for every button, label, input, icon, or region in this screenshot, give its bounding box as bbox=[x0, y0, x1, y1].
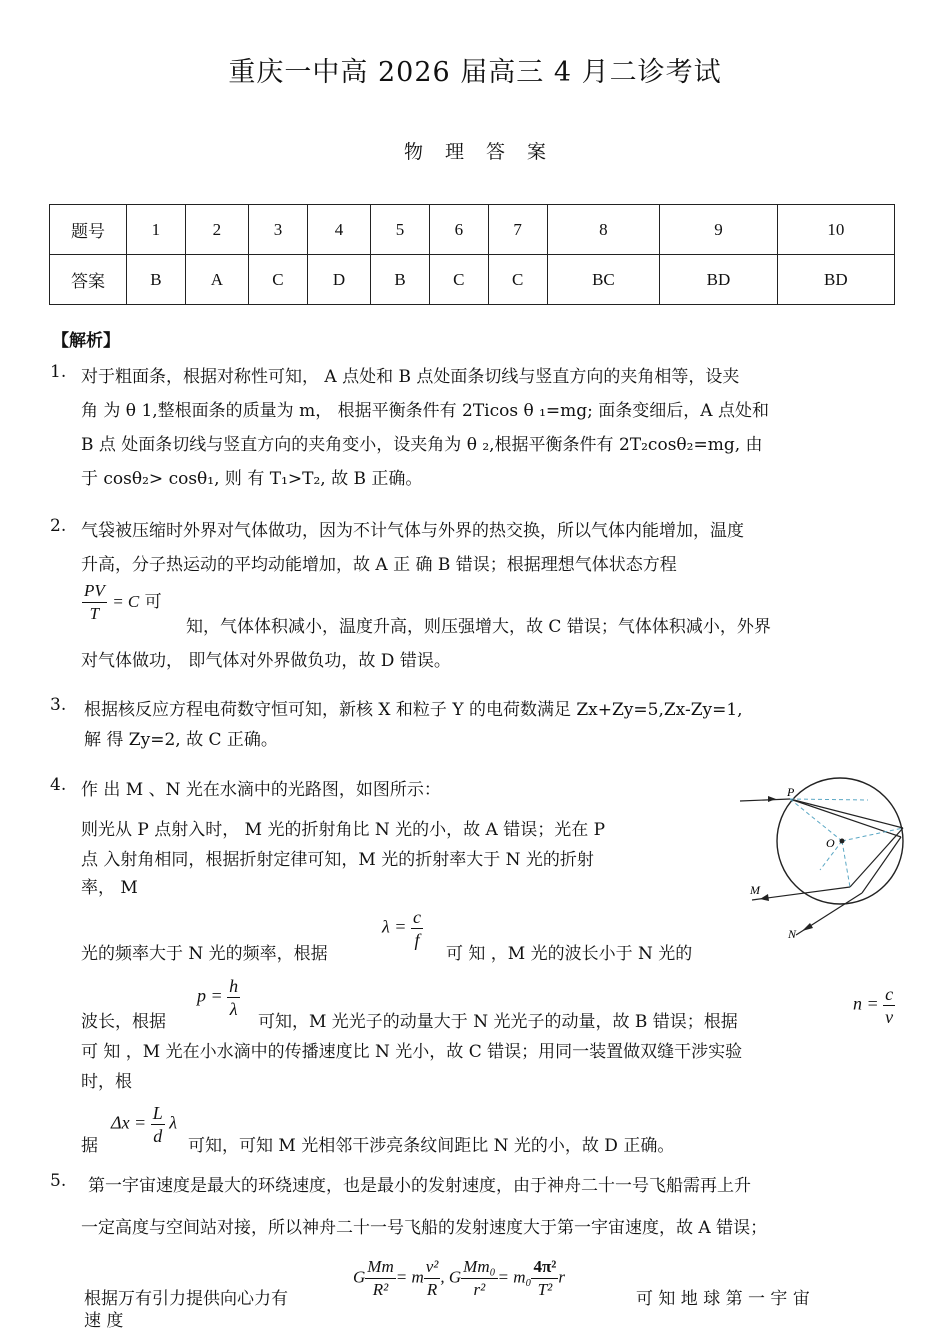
q4-line-5b: 可 知 ，M 光的波长小于 N 光的 bbox=[446, 944, 693, 964]
fraction-denominator: λ bbox=[229, 999, 238, 1019]
table-cell: BD bbox=[660, 255, 777, 305]
table-cell: 1 bbox=[127, 205, 186, 255]
equation-suffix: 可 bbox=[144, 592, 162, 612]
center-point bbox=[840, 839, 845, 844]
table-cell: 6 bbox=[429, 205, 488, 255]
table-cell: 2 bbox=[185, 205, 248, 255]
table-cell: 10 bbox=[777, 205, 894, 255]
q5-number: 5. bbox=[50, 1171, 67, 1191]
fraction-denominator: d bbox=[153, 1126, 163, 1146]
q4-interference-equation bbox=[111, 1102, 177, 1147]
equation-fraction bbox=[82, 580, 107, 625]
normal-line bbox=[790, 799, 868, 800]
arrow-icon bbox=[768, 796, 776, 802]
reflected-ray-m bbox=[850, 828, 903, 887]
equation-lhs: λ = bbox=[382, 916, 407, 937]
q5-line-3b: 可 知 地 球 第 一 宇 宙 bbox=[636, 1289, 810, 1309]
table-cell: BC bbox=[547, 255, 660, 305]
q2-number: 2. bbox=[50, 516, 67, 536]
q5-line-3a: 根据万有引力提供向心力有 bbox=[84, 1289, 288, 1309]
q4-momentum-equation bbox=[197, 975, 240, 1020]
q4-wavelength-equation bbox=[382, 906, 423, 951]
equation-lhs: p = bbox=[197, 985, 223, 1006]
table-cell: D bbox=[307, 255, 370, 305]
fraction-numerator: c bbox=[885, 984, 894, 1004]
fraction-numerator: L bbox=[152, 1103, 163, 1123]
q1-line-4: 于 cosθ₂> cosθ₁, 则 有 T₁>T₂, 故 B 正确。 bbox=[81, 469, 423, 489]
table-cell: 5 bbox=[371, 205, 430, 255]
q1-line-3: B 点 处面条切线与竖直方向的夹角变小，设夹角为 θ ₂,根据平衡条件有 2T₂cosθ₂=mg, 由 bbox=[81, 435, 763, 455]
q4-line-6a: 波长，根据 bbox=[81, 1012, 166, 1032]
equation-rhs: = C bbox=[112, 592, 140, 611]
q3-line-2: 解 得 Zy=2, 故 C 正确。 bbox=[84, 730, 278, 750]
q3-line-1: 根据核反应方程电荷数守恒可知，新核 X 和粒子 Y 的电荷数满足 Zx+Zy=5,Zx-Zy=1, bbox=[84, 700, 743, 720]
table-cell: C bbox=[249, 255, 308, 305]
table-cell: 3 bbox=[249, 205, 308, 255]
table-row-answers bbox=[50, 255, 895, 305]
arrow-icon bbox=[760, 894, 769, 901]
row-label-answer: 答案 bbox=[50, 255, 127, 305]
label-m: M bbox=[750, 883, 760, 897]
equation-fraction bbox=[883, 983, 895, 1028]
answer-table bbox=[49, 204, 895, 305]
q4-line-4: 率， M bbox=[81, 878, 138, 898]
table-cell: 4 bbox=[307, 205, 370, 255]
q4-line-6b: 可知，M 光光子的动量大于 N 光光子的动量，故 B 错误；根据 bbox=[258, 1012, 738, 1032]
equation-lhs: Δx = bbox=[111, 1112, 147, 1133]
section-label: 【解析】 bbox=[52, 331, 120, 351]
normal-line bbox=[842, 841, 850, 887]
fraction-denominator: T bbox=[89, 604, 100, 623]
q2-line-2: 升高，分子热运动的平均动能增加，故 A 正 确 B 错误；根据理想气体状态方程 bbox=[81, 555, 677, 575]
table-row-numbers bbox=[50, 205, 895, 255]
q5-line-4: 速 度 bbox=[84, 1311, 124, 1331]
fraction-numerator: PV bbox=[82, 580, 107, 603]
incident-ray bbox=[740, 799, 790, 801]
fraction-denominator: f bbox=[414, 930, 420, 950]
q4-line-9b: 可知，可知 M 光相邻干涉亮条纹间距比 N 光的小，故 D 正确。 bbox=[188, 1136, 675, 1156]
page-subtitle: 物理答案 bbox=[403, 141, 568, 163]
q2-line-1: 气袋被压缩时外界对气体做功，因为不计气体与外界的热交换，所以气体内能增加，温度 bbox=[81, 521, 744, 541]
equation-fraction bbox=[151, 1102, 165, 1147]
fraction-denominator: v bbox=[885, 1007, 894, 1027]
label-p: P bbox=[787, 785, 795, 799]
refracted-ray-m bbox=[790, 799, 903, 828]
table-cell: B bbox=[371, 255, 430, 305]
label-n: N bbox=[788, 927, 797, 941]
q4-line-9a: 据 bbox=[81, 1136, 98, 1156]
q4-line-1: 作 出 M 、N 光在水滴中的光路图，如图所示： bbox=[81, 780, 441, 800]
q5-line-2: 一定高度与空间站对接，所以神舟二十一号飞船的发射速度大于第一宇宙速度，故 A 错误； bbox=[81, 1218, 768, 1238]
q4-number: 4. bbox=[50, 775, 67, 795]
equation-tail: λ bbox=[169, 1112, 178, 1133]
refracted-ray-n bbox=[790, 799, 901, 837]
table-cell: C bbox=[488, 255, 547, 305]
row-label-number: 题号 bbox=[50, 205, 127, 255]
q2-line-3: 知，气体体积减小，温度升高，则压强增大，故 C 错误；气体体积减小，外界 bbox=[186, 617, 771, 637]
q4-line-5a: 光的频率大于 N 光的频率，根据 bbox=[81, 944, 328, 964]
q1-line-1: 对于粗面条，根据对称性可知， A 点处和 B 点处面条切线与竖直方向的夹角相等，设夹 bbox=[81, 367, 740, 387]
q5-gravitation-equation: G $\frac{Mm}{\text{R²}}$ = m $\frac{\text{v²}}{R}$ , G $\frac{\text{Mm₀}}{\text{r²}}$ = m₀ $\frac{\text{4π²}}{\text{T²}}$ r bbox=[353, 1257, 565, 1299]
equation-fraction bbox=[411, 906, 423, 951]
q4-line-2: 则光从 P 点射入时， M 光的折射角比 N 光的小，故 A 错误；光在 P bbox=[81, 820, 606, 840]
water-droplet-light-path-diagram bbox=[738, 775, 908, 945]
fraction-numerator: c bbox=[412, 907, 421, 927]
q1-number: 1. bbox=[50, 362, 67, 382]
arrow-icon bbox=[802, 923, 813, 931]
table-cell: B bbox=[127, 255, 186, 305]
table-cell: C bbox=[429, 255, 488, 305]
q3-number: 3. bbox=[50, 695, 67, 715]
q4-refraction-equation bbox=[853, 983, 895, 1028]
table-cell: BD bbox=[777, 255, 894, 305]
q1-line-2: 角 为 θ 1,整根面条的质量为 m， 根据平衡条件有 2Ticos θ ₁=mg; 面条变细后，A 点处和 bbox=[81, 401, 769, 421]
label-o: O bbox=[826, 836, 835, 850]
reflected-ray-n bbox=[862, 837, 901, 893]
q2-state-equation bbox=[82, 580, 162, 625]
table-cell: A bbox=[185, 255, 248, 305]
equation-fraction bbox=[227, 975, 240, 1020]
equation-lhs: n = bbox=[853, 993, 879, 1014]
table-cell: 7 bbox=[488, 205, 547, 255]
q4-line-8: 时，根 bbox=[81, 1072, 132, 1092]
q4-line-7: 可 知 ，M 光在小水滴中的传播速度比 N 光小，故 C 错误；用同一装置做双缝干涉实验 bbox=[81, 1042, 743, 1062]
table-cell: 8 bbox=[547, 205, 660, 255]
table-cell: 9 bbox=[660, 205, 777, 255]
page-title: 重庆一中高 2026 届高三 4 月二诊考试 bbox=[228, 57, 722, 88]
q2-line-4: 对气体做功， 即气体对外界做负功，故 D 错误。 bbox=[81, 651, 451, 671]
fraction-numerator: h bbox=[229, 976, 239, 996]
q5-line-1: 第一宇宙速度是最大的环绕速度，也是最小的发射速度，由于神舟二十一号飞船需再上升 bbox=[88, 1176, 751, 1196]
q4-line-3: 点 入射角相同，根据折射定律可知，M 光的折射率大于 N 光的折射 bbox=[81, 850, 594, 870]
